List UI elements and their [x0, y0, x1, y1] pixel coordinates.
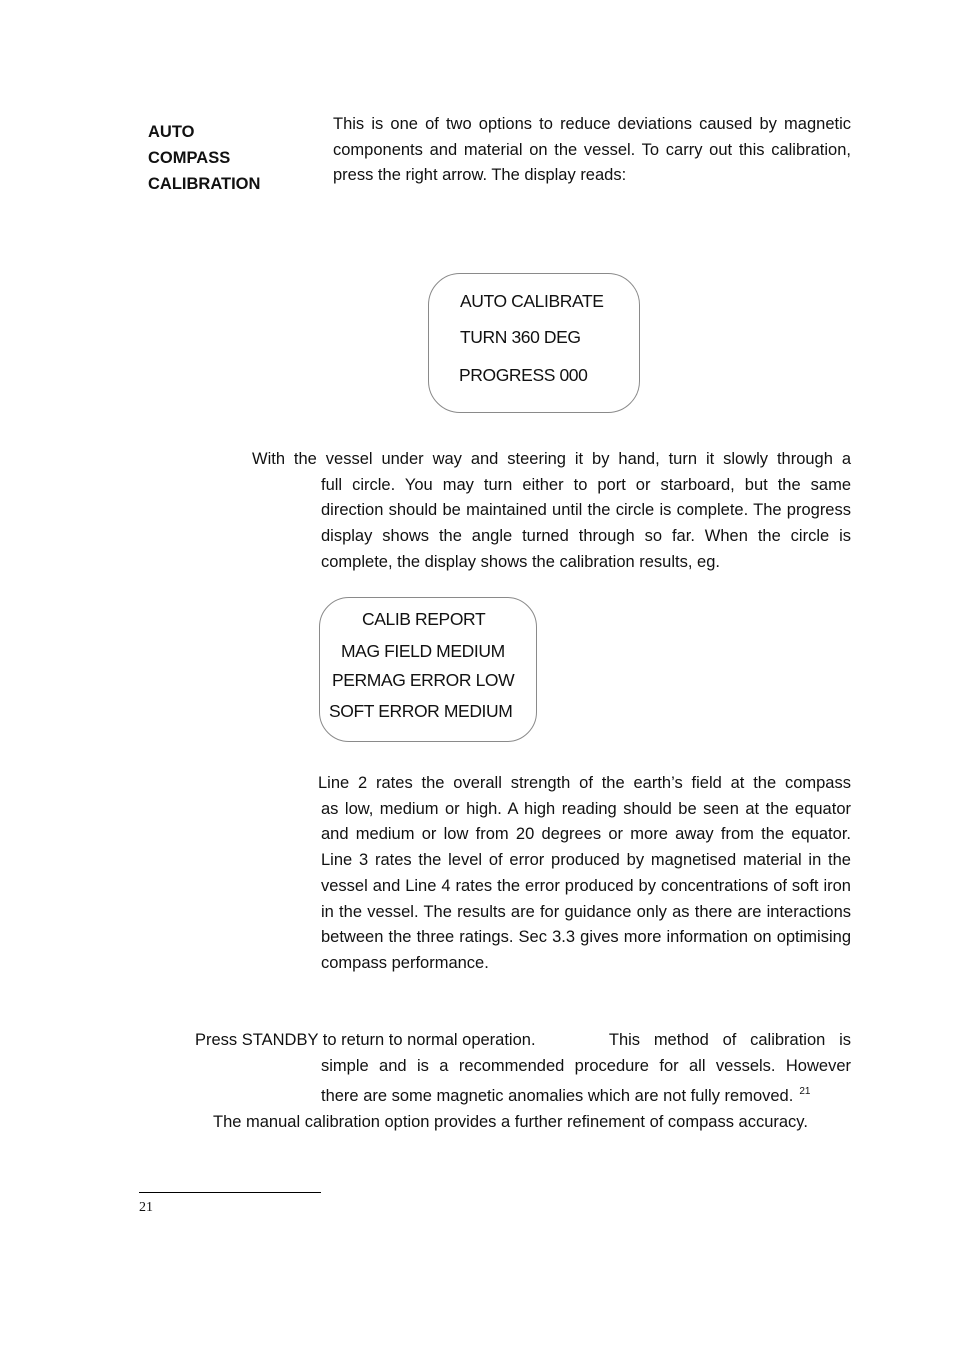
- footnote-number: 21: [139, 1200, 153, 1215]
- standby-paragraph: [195, 1028, 851, 1136]
- footnote-reference: 21: [799, 1086, 811, 1098]
- turn-paragraph-rest: full circle. You may turn either to port or starboard, but the same direction should be maintained until the circle is complete. The progress display shows the angle turned through so far. When the circle is complete, the display shows the calibration results, eg.: [321, 475, 851, 571]
- standby-line-2: simple and is a recommended procedure for all vessels. However: [321, 1056, 851, 1075]
- lines-paragraph: [318, 771, 851, 977]
- standby-line-4: The manual calibration option provides a further refinement of compass accuracy.: [213, 1113, 808, 1132]
- standby-line-3: [195, 1079, 851, 1110]
- footnote-divider: [139, 1192, 321, 1193]
- turn-paragraph-first-line: With the vessel under way and steering it by hand, turn it slowly through a: [252, 450, 851, 468]
- standby-line-1b: This method of calibration is: [608, 1031, 851, 1049]
- report-line-3: PERMAG ERROR LOW: [332, 670, 515, 690]
- standby-line-3-text: there are some magnetic anomalies which are not fully removed.: [321, 1087, 794, 1106]
- heading-line-compass: COMPASS: [148, 149, 231, 167]
- display-line-3: PROGRESS 000: [459, 365, 588, 385]
- report-line-1: CALIB REPORT: [362, 609, 486, 629]
- intro-paragraph: This is one of two options to reduce deviations caused by magnetic components and material on the vessel. To carry out this calibration, press the right arrow. The display reads:: [333, 115, 851, 185]
- display-line-1: AUTO CALIBRATE: [460, 291, 604, 311]
- report-line-4: SOFT ERROR MEDIUM: [329, 701, 513, 721]
- lines-paragraph-first-line: Line 2 rates the overall strength of the earth’s field at the compass: [318, 774, 851, 792]
- heading-line-calibration: CALIBRATION: [148, 175, 261, 193]
- auto-calibrate-display: [428, 273, 640, 413]
- lines-paragraph-rest: as low, medium or high. A high reading should be seen at the equator and medium or low from 20 degrees or more away from the equator. Line 3 rates the level of error produced by magnetised material in the vessel and Line 4 rates the error produced by concentrations of soft iron in the vessel. The results are for guidance only as there are interactions between the three ratings. Sec 3.3 gives more information on optimising compass performance.: [321, 799, 851, 972]
- calib-report-display: [319, 597, 537, 742]
- section-heading: [148, 119, 260, 197]
- report-line-2: MAG FIELD MEDIUM: [341, 641, 505, 661]
- display-line-2: TURN 360 DEG: [460, 327, 581, 347]
- turn-paragraph: [252, 447, 851, 576]
- heading-line-auto: AUTO: [148, 123, 195, 141]
- standby-line-1: [195, 1028, 851, 1054]
- standby-line-1a: Press STANDBY to return to normal operation.: [195, 1031, 536, 1049]
